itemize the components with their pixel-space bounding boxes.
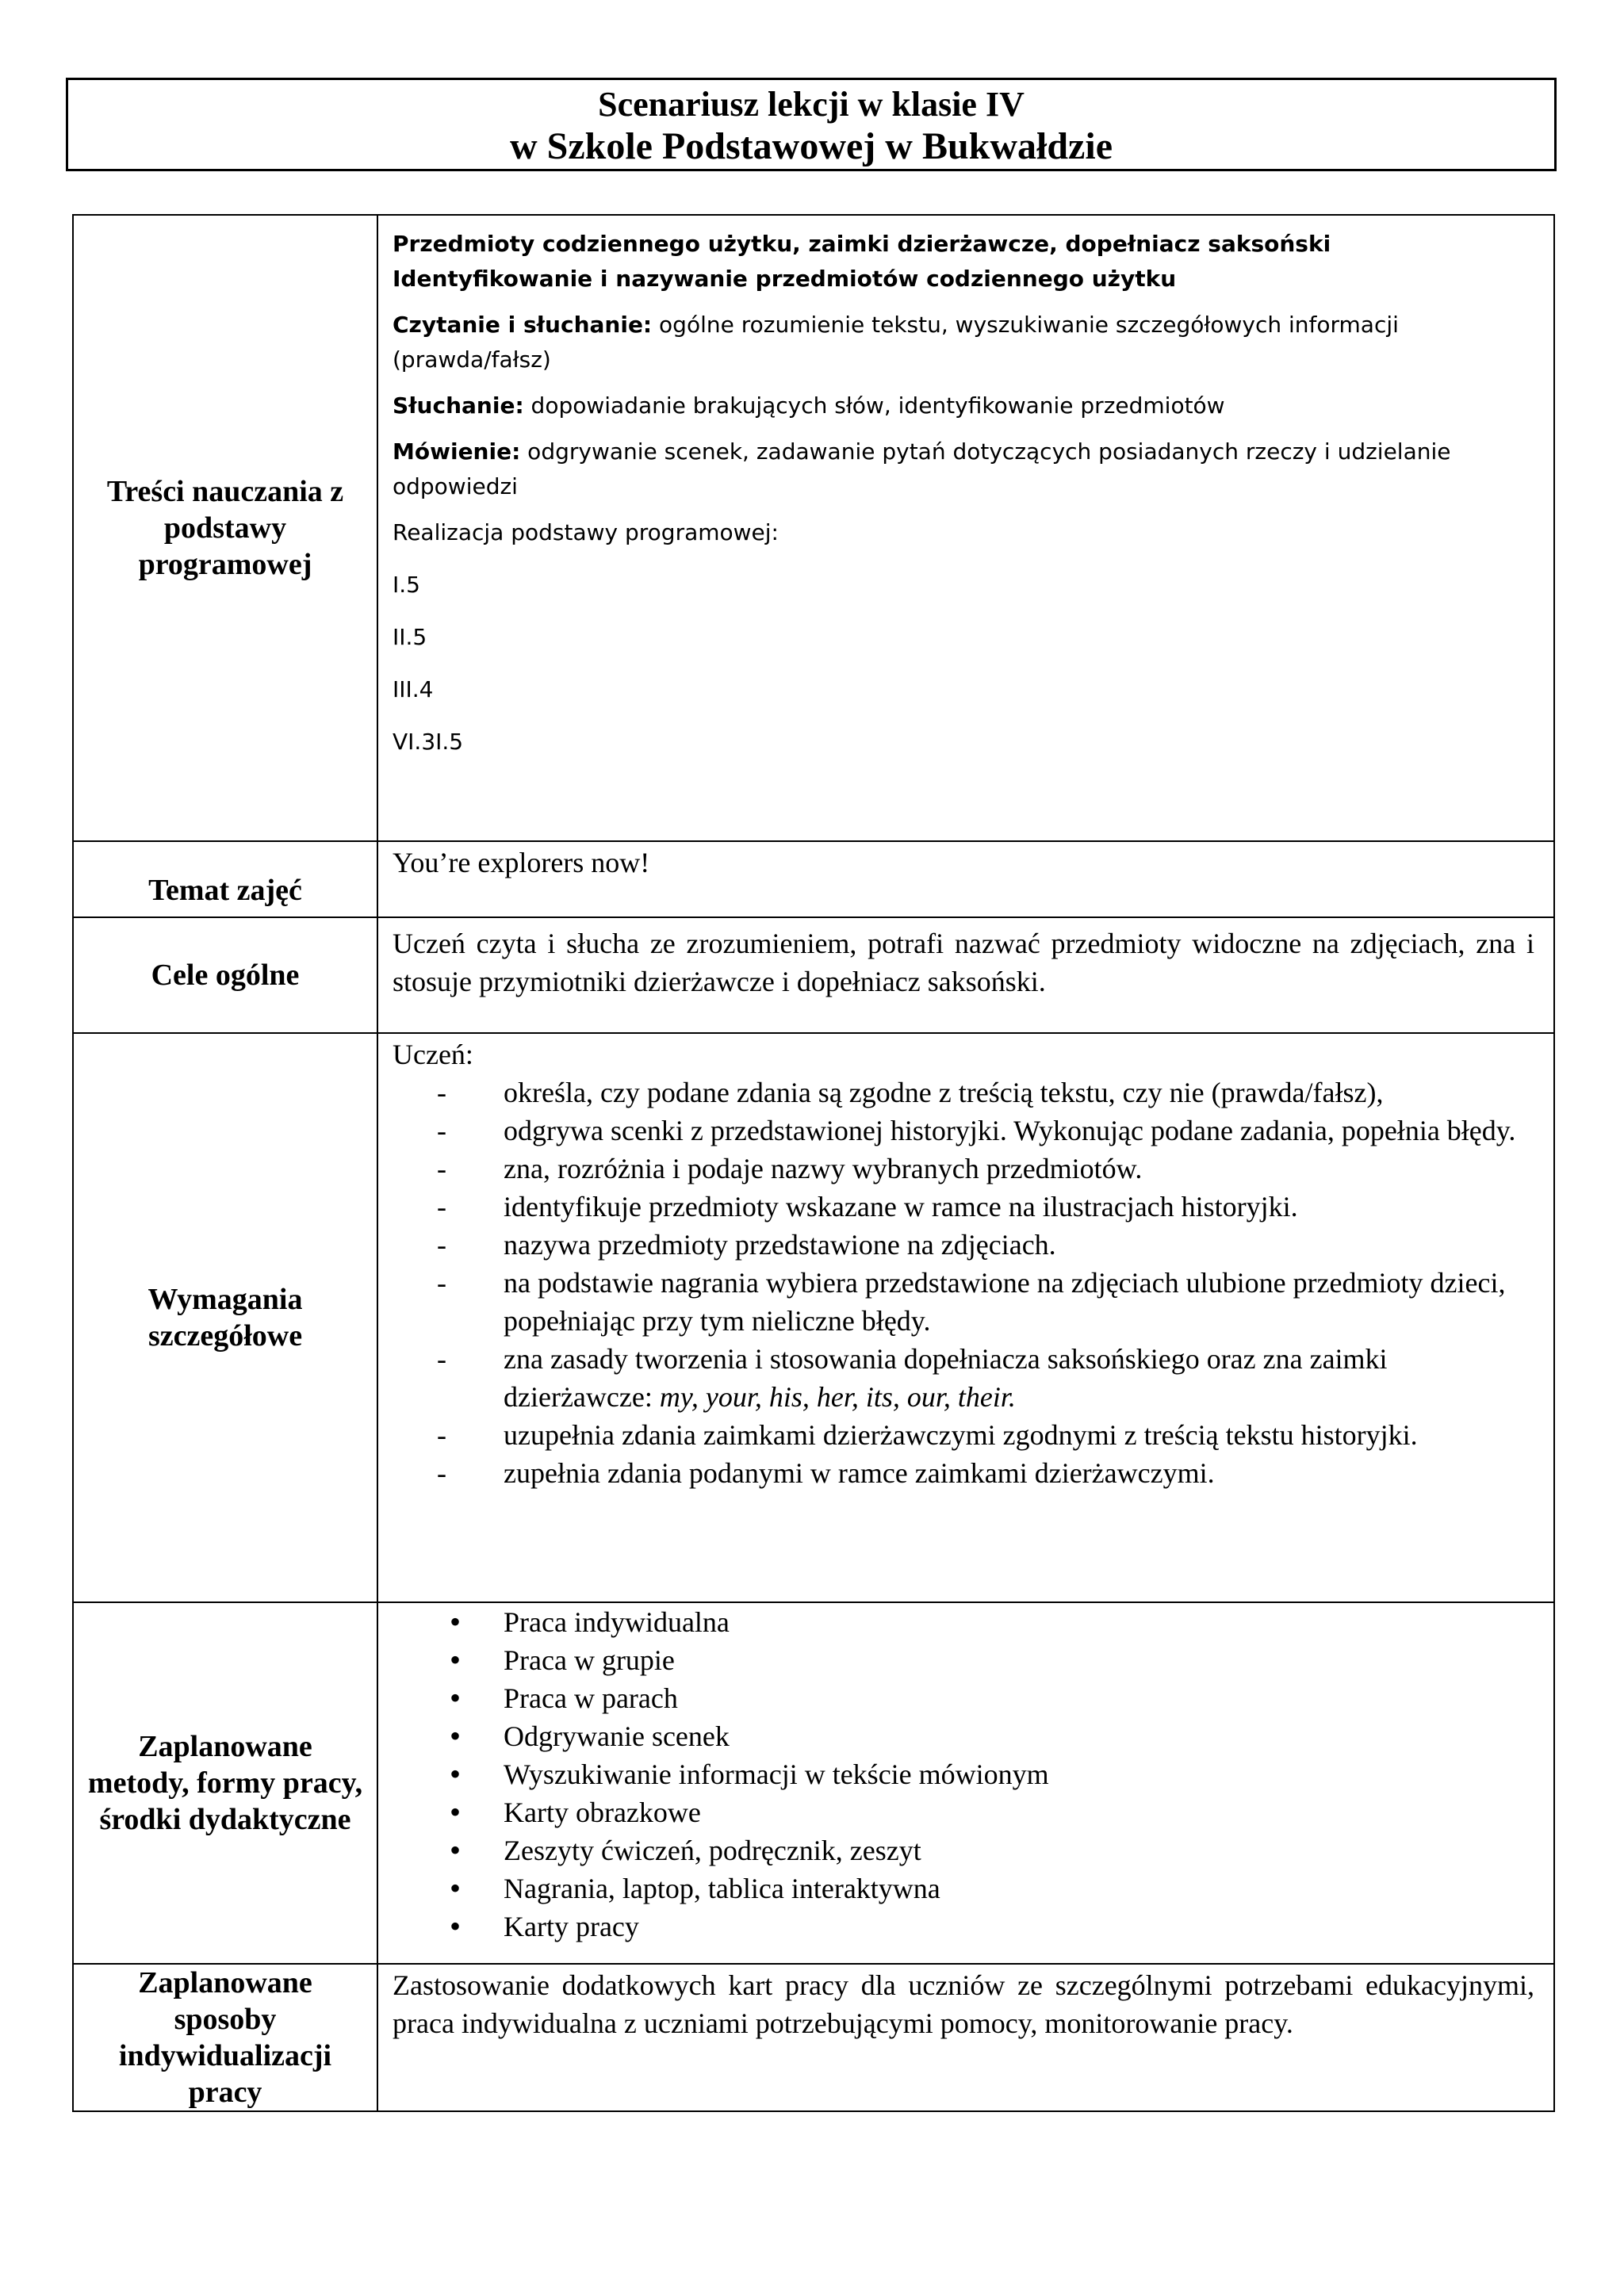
list-item: • Karty pracy bbox=[504, 1908, 1534, 1946]
tresci-heading-2: Identyfikowanie i nazywanie przedmiotów codziennego użytku bbox=[393, 266, 1177, 292]
label-indywidualizacja: Zaplanowane sposoby indywidualizacji pracy bbox=[73, 1964, 377, 2111]
list-item: • Odgrywanie scenek bbox=[504, 1717, 1534, 1755]
title-line-1: Scenariusz lekcji w klasie IV bbox=[598, 85, 1025, 124]
list-item: • Praca w grupie bbox=[504, 1641, 1534, 1679]
row-tresci bbox=[73, 215, 1554, 841]
title-line-2: w Szkole Podstawowej w Bukwałdzie bbox=[509, 125, 1113, 167]
row-metody bbox=[73, 1602, 1554, 1964]
item7-pronouns: my, your, his, her, its, our, their. bbox=[659, 1381, 1016, 1413]
content-cele: Uczeń czyta i słucha ze zrozumieniem, potrafi nazwać przedmioty widoczne na zdjęciach, zna i stosuje przymiotniki dzierżawcze i dopełniacz saksoński. bbox=[377, 917, 1554, 1033]
label-temat: Temat zajęć bbox=[73, 841, 377, 917]
tresci-sluchanie bbox=[393, 388, 1534, 423]
lesson-plan-table bbox=[72, 214, 1555, 2112]
list-item: - na podstawie nagrania wybiera przedstawione na zdjęciach ulubione przedmioty dzieci, popełniając przy tym nieliczne błędy. bbox=[504, 1264, 1534, 1340]
mowienie-label: Mówienie: bbox=[393, 438, 521, 465]
list-item: • Zeszyty ćwiczeń, podręcznik, zeszyt bbox=[504, 1831, 1534, 1869]
tresci-code: II.5 bbox=[393, 624, 427, 650]
label-metody: Zaplanowane metody, formy pracy, środki dydaktyczne bbox=[73, 1602, 377, 1964]
list-item: - uzupełnia zdania zaimkami dzierżawczymi zgodnymi z treścią tekstu historyjki. bbox=[504, 1416, 1534, 1454]
row-temat bbox=[73, 841, 1554, 917]
czytanie-text: ogólne rozumienie tekstu, wyszukiwanie szczegółowych informacji (prawda/fałsz) bbox=[393, 312, 1399, 373]
list-item: - nazywa przedmioty przedstawione na zdjęciach. bbox=[504, 1226, 1534, 1264]
list-item: - zna, rozróżnia i podaje nazwy wybranych przedmiotów. bbox=[504, 1150, 1534, 1188]
list-item: • Praca indywidualna bbox=[504, 1603, 1534, 1641]
title-box bbox=[66, 78, 1557, 171]
tresci-code: III.4 bbox=[393, 676, 434, 702]
list-item: - odgrywa scenki z przedstawionej historyjki. Wykonując podane zadania, popełnia błędy. bbox=[504, 1112, 1534, 1150]
sluchanie-text: dopowiadanie brakujących słów, identyfikowanie przedmiotów bbox=[523, 392, 1225, 419]
list-item: - identyfikuje przedmioty wskazane w ramce na ilustracjach historyjki. bbox=[504, 1188, 1534, 1226]
wymagania-list bbox=[393, 1073, 1534, 1492]
tresci-realizacja: Realizacja podstawy programowej: bbox=[393, 519, 779, 545]
label-tresci: Treści nauczania z podstawy programowej bbox=[73, 215, 377, 841]
tresci-heading-1: Przedmioty codziennego użytku, zaimki dzierżawcze, dopełniacz saksoński bbox=[393, 231, 1331, 257]
label-cele: Cele ogólne bbox=[73, 917, 377, 1033]
row-cele bbox=[73, 917, 1554, 1033]
content-wymagania bbox=[377, 1033, 1554, 1602]
item7-text: zna zasady tworzenia i stosowania dopełniacza saksońskiego oraz zna zaimki dzierżawcze: bbox=[504, 1343, 1388, 1413]
list-item: • Nagrania, laptop, tablica interaktywna bbox=[504, 1869, 1534, 1908]
sluchanie-label: Słuchanie: bbox=[393, 392, 524, 419]
list-item bbox=[504, 1340, 1534, 1416]
tresci-mowienie bbox=[393, 434, 1534, 504]
content-indywidualizacja: Zastosowanie dodatkowych kart pracy dla uczniów ze szczególnymi potrzebami edukacyjnymi, praca indywidualna z uczniami potrzebującymi pomocy, monitorowanie pracy. bbox=[377, 1964, 1554, 2111]
tresci-code: VI.3I.5 bbox=[393, 729, 464, 755]
metody-list bbox=[393, 1603, 1534, 1946]
list-item: • Praca w parach bbox=[504, 1679, 1534, 1717]
wymagania-intro: Uczeń: bbox=[393, 1039, 473, 1070]
list-item: • Wyszukiwanie informacji w tekście mówionym bbox=[504, 1755, 1534, 1793]
czytanie-label: Czytanie i słuchanie: bbox=[393, 312, 653, 338]
content-tresci bbox=[377, 215, 1554, 841]
content-metody bbox=[377, 1602, 1554, 1964]
tresci-czytanie bbox=[393, 308, 1534, 377]
list-item: • Karty obrazkowe bbox=[504, 1793, 1534, 1831]
row-wymagania bbox=[73, 1033, 1554, 1602]
list-item: - określa, czy podane zdania są zgodne z treścią tekstu, czy nie (prawda/fałsz), bbox=[504, 1073, 1534, 1112]
mowienie-text: odgrywanie scenek, zadawanie pytań dotyczących posiadanych rzeczy i udzielanie odpowiedzi bbox=[393, 438, 1451, 499]
content-temat: You’re explorers now! bbox=[377, 841, 1554, 917]
row-indywidualizacja bbox=[73, 1964, 1554, 2111]
tresci-code: I.5 bbox=[393, 572, 420, 598]
label-wymagania: Wymagania szczegółowe bbox=[73, 1033, 377, 1602]
list-item: - zupełnia zdania podanymi w ramce zaimkami dzierżawczymi. bbox=[504, 1454, 1534, 1492]
